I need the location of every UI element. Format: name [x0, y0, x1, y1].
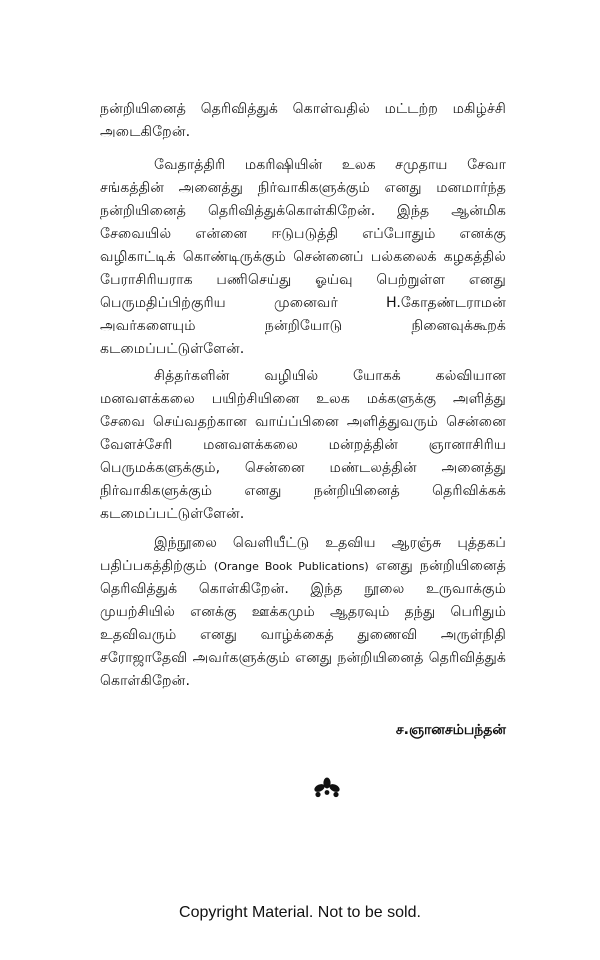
author-signature: ச.ஞானசம்பந்தன் — [395, 722, 506, 738]
paragraph-4-end: எனது நன்றியினைத் தெரிவித்துக் கொள்கிறேன். இந்த நூலை உருவாக்கும் முயற்சியில் எனக்கு ஊக்கமும் ஆதரவும் தந்து பெரிதும் உதவிவரும் எனது வாழ்க்கைத் துணைவி அருள்நிதி சரோஜாதேவி அவர்களுக்கும் எனது நன்றியினைத் தெரிவித்துக் கொள்கிறேன். — [100, 558, 506, 689]
paragraph-2: வேதாத்திரி மகரிஷியின் உலக சமுதாய சேவா சங்கத்தின் அனைத்து நிர்வாகிகளுக்கும் எனது மனமார்ந்த நன்றியினைத் தெரிவித்துக்கொள்கிறேன். இந்த ஆன்மிக சேவையில் என்னை ஈடுபடுத்தி எப்போதும் எனக்கு வழிகாட்டிக் கொண்டிருக்கும் சென்னைப் பல்கலைக் கழகத்தில் பேராசிரியராக பணிசெய்து ஓய்வு பெற்றுள்ள எனது பெருமதிப்பிற்குரிய முனைவர் H.கோதண்டராமன் அவர்களையும் நன்றியோடு நினைவுக்கூறக் கடமைப்பட்டுள்ளேன். — [100, 157, 506, 357]
paragraph-4-start: இந்நூலை வெளியீட்டு உதவிய ஆரஞ்சு புத்தகப் பதிப்பகத்திற்கும் — [100, 535, 506, 574]
paragraph-4 — [100, 532, 506, 693]
paragraph-1: நன்றியினைத் தெரிவித்துக் கொள்வதில் மட்டற்ற மகிழ்ச்சி அடைகிறேன். — [100, 101, 506, 140]
copyright-footer: Copyright Material. Not to be sold. — [179, 904, 421, 921]
fleuron-icon — [313, 777, 341, 799]
paragraph-3: சித்தர்களின் வழியில் யோகக் கல்வியான மனவளக்கலை பயிற்சியினை உலக மக்களுக்கு அளித்து சேவை செய்வதற்கான வாய்ப்பினை அளித்துவரும் சென்னை வேளச்சேரி மனவளக்கலை மன்றத்தின் ஞானாசிரிய பெருமக்களுக்கும், சென்னை மண்டலத்தின் அனைத்து நிர்வாகிகளுக்கும் எனது நன்றியினைத் தெரிவிக்கக் கடமைப்பட்டுள்ளேன். — [100, 368, 506, 522]
publisher-name-english: (Orange Book Publications) — [213, 560, 369, 573]
